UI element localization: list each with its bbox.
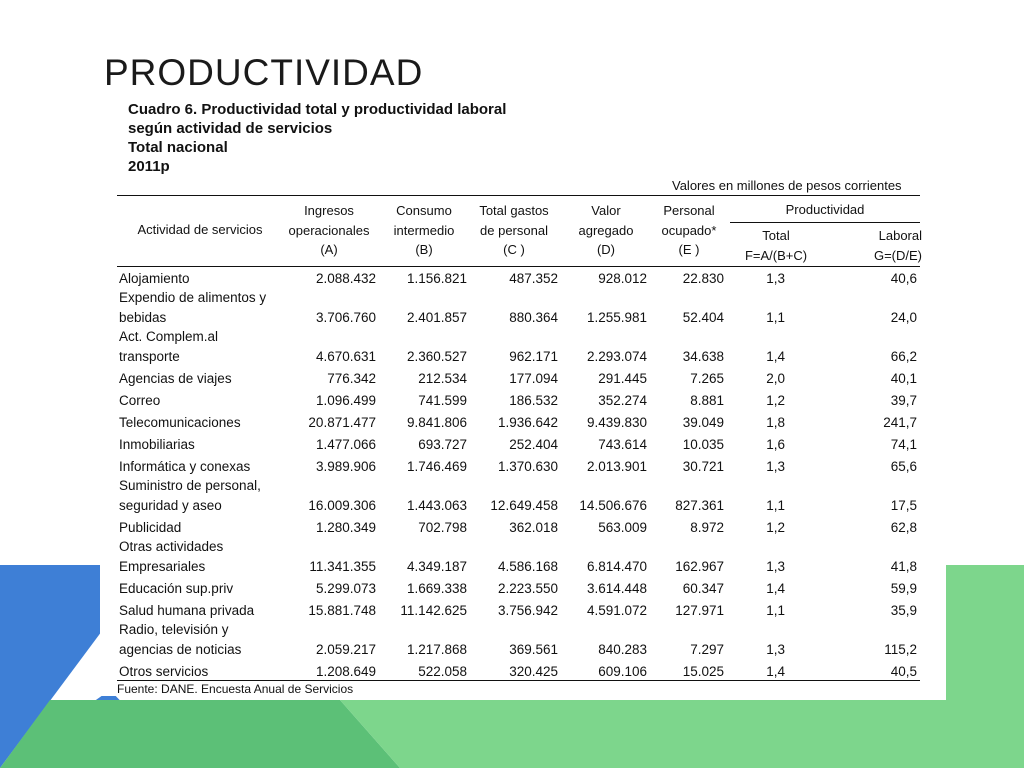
- cell-f: 1,2: [766, 520, 785, 535]
- cell-e: 827.361: [675, 498, 724, 513]
- table-bottom-rule: [117, 680, 920, 681]
- row-activity: Salud humana privada: [119, 603, 255, 618]
- cell-e: 30.721: [682, 459, 724, 474]
- cell-d: 1.255.981: [586, 310, 647, 325]
- row-activity: Agencias de viajes: [119, 371, 232, 386]
- cell-f: 1,6: [766, 437, 785, 452]
- cell-c: 12.649.458: [490, 498, 558, 513]
- cell-g: 74,1: [890, 437, 917, 452]
- cell-c: 880.364: [509, 310, 558, 325]
- cell-c: 3.756.942: [497, 603, 558, 618]
- cell-c: 2.223.550: [497, 581, 558, 596]
- cell-g: 62,8: [890, 520, 917, 535]
- slide-title: PRODUCTIVIDAD: [104, 52, 424, 93]
- row-activity: Alojamiento: [119, 271, 190, 286]
- cell-f: 1,1: [766, 498, 785, 513]
- row-label-prefix: Expendio de alimentos y: [119, 290, 267, 305]
- cell-a: 4.670.631: [315, 349, 376, 364]
- row-activity: transporte: [119, 349, 180, 364]
- cell-c: 252.404: [509, 437, 558, 452]
- cell-e: 8.972: [690, 520, 724, 535]
- row-label-prefix: Act. Complem.al: [119, 329, 219, 344]
- cell-c: 962.171: [509, 349, 558, 364]
- row-activity: Publicidad: [119, 520, 182, 535]
- cell-e: 7.265: [690, 371, 724, 386]
- cell-g: 66,2: [890, 349, 917, 364]
- cell-f: 1,3: [766, 559, 785, 574]
- cell-b: 2.401.857: [406, 310, 467, 325]
- row-activity: Otros servicios: [119, 664, 209, 679]
- cell-b: 212.534: [418, 371, 467, 386]
- cell-c: 320.425: [509, 664, 558, 679]
- header-laboral: Laboral G=(D/E): [873, 228, 922, 263]
- cell-a: 20.871.477: [308, 415, 376, 430]
- cell-c: 177.094: [509, 371, 558, 386]
- cell-f: 1,8: [766, 415, 785, 430]
- header-personal: Personal ocupado* (E ): [661, 203, 717, 257]
- cell-e: 34.638: [682, 349, 724, 364]
- row-activity: seguridad y aseo: [119, 498, 222, 513]
- row-label-prefix: Radio, televisión y: [119, 622, 229, 637]
- cell-f: 1,4: [766, 581, 785, 596]
- cell-b: 1.443.063: [406, 498, 467, 513]
- cell-f: 1,3: [766, 271, 785, 286]
- cell-a: 2.059.217: [315, 642, 376, 657]
- row-label-prefix: Suministro de personal,: [119, 478, 261, 493]
- cell-d: 291.445: [598, 371, 647, 386]
- cell-e: 8.881: [690, 393, 724, 408]
- table-caption-line-3: Total nacional: [128, 139, 228, 156]
- cell-g: 40,5: [890, 664, 917, 679]
- cell-e: 22.830: [682, 271, 724, 286]
- table-caption-line-4: 2011p: [128, 158, 170, 175]
- cell-d: 609.106: [598, 664, 647, 679]
- header-top-rule: [117, 195, 920, 196]
- header-bottom-rule: [117, 266, 920, 267]
- cell-c: 1.936.642: [497, 415, 558, 430]
- row-label-prefix: Otras actividades: [119, 539, 224, 554]
- cell-c: 1.370.630: [497, 459, 558, 474]
- cell-a: 3.706.760: [315, 310, 376, 325]
- units-note: Valores en millones de pesos corrientes: [672, 178, 902, 193]
- cell-g: 24,0: [890, 310, 917, 325]
- cell-a: 11.341.355: [309, 559, 376, 574]
- cell-g: 40,6: [890, 271, 917, 286]
- cell-d: 2.293.074: [586, 349, 647, 364]
- cell-e: 162.967: [675, 559, 724, 574]
- cell-d: 3.614.448: [586, 581, 647, 596]
- cell-e: 39.049: [682, 415, 724, 430]
- cell-b: 1.156.821: [406, 271, 467, 286]
- cell-g: 115,2: [884, 642, 917, 657]
- cell-b: 1.217.868: [406, 642, 467, 657]
- cell-g: 40,1: [890, 371, 917, 386]
- cell-a: 16.009.306: [308, 498, 376, 513]
- cell-d: 14.506.676: [579, 498, 647, 513]
- productividad-rule: [730, 222, 920, 223]
- cell-g: 41,8: [890, 559, 917, 574]
- cell-e: 52.404: [682, 310, 724, 325]
- cell-c: 4.586.168: [497, 559, 558, 574]
- cell-g: 59,9: [890, 581, 917, 596]
- cell-d: 4.591.072: [586, 603, 647, 618]
- cell-a: 1.096.499: [315, 393, 376, 408]
- cell-a: 3.989.906: [315, 459, 376, 474]
- cell-a: 776.342: [327, 371, 376, 386]
- cell-d: 928.012: [598, 271, 647, 286]
- cell-f: 1,1: [766, 603, 785, 618]
- header-total: Total F=A/(B+C): [744, 228, 808, 263]
- cell-b: 702.798: [418, 520, 467, 535]
- cell-c: 369.561: [509, 642, 558, 657]
- cell-e: 127.971: [675, 603, 724, 618]
- row-activity: Inmobiliarias: [119, 437, 195, 452]
- cell-d: 840.283: [598, 642, 647, 657]
- cell-f: 1,4: [766, 664, 785, 679]
- cell-a: 2.088.432: [315, 271, 376, 286]
- cell-d: 563.009: [598, 520, 647, 535]
- cell-d: 352.274: [598, 393, 647, 408]
- header-productividad: Productividad: [785, 202, 865, 217]
- cell-d: 9.439.830: [586, 415, 647, 430]
- cell-b: 741.599: [418, 393, 467, 408]
- cell-c: 487.352: [509, 271, 558, 286]
- green-left-shape: [0, 700, 400, 768]
- header-ingresos: Ingresos operacionales (A): [288, 203, 370, 257]
- cell-b: 4.349.187: [406, 559, 467, 574]
- cell-d: 2.013.901: [586, 459, 647, 474]
- cell-f: 2,0: [766, 371, 785, 386]
- header-consumo: Consumo intermedio (B): [393, 203, 455, 257]
- cell-f: 1,3: [766, 642, 785, 657]
- cell-c: 362.018: [509, 520, 558, 535]
- row-activity: Telecomunicaciones: [119, 415, 241, 430]
- header-gastos: Total gastos de personal (C ): [479, 203, 549, 257]
- row-activity: Educación sup.priv: [119, 581, 234, 596]
- cell-d: 6.814.470: [586, 559, 647, 574]
- cell-f: 1,3: [766, 459, 785, 474]
- cell-f: 1,4: [766, 349, 785, 364]
- cell-a: 1.208.649: [315, 664, 376, 679]
- cell-d: 743.614: [598, 437, 647, 452]
- cell-f: 1,1: [766, 310, 785, 325]
- cell-g: 35,9: [890, 603, 917, 618]
- cell-b: 11.142.625: [400, 603, 467, 618]
- row-activity: agencias de noticias: [119, 642, 242, 657]
- cell-e: 7.297: [690, 642, 724, 657]
- cell-a: 15.881.748: [308, 603, 376, 618]
- cell-b: 693.727: [418, 437, 467, 452]
- header-activity: Actividad de servicios: [137, 222, 263, 237]
- cell-a: 5.299.073: [315, 581, 376, 596]
- table-caption-line-1: Cuadro 6. Productividad total y productividad laboral: [128, 101, 507, 118]
- cell-b: 9.841.806: [406, 415, 467, 430]
- cell-b: 1.669.338: [406, 581, 467, 596]
- cell-c: 186.532: [509, 393, 558, 408]
- cell-f: 1,2: [766, 393, 785, 408]
- cell-b: 1.746.469: [406, 459, 467, 474]
- row-activity: Informática y conexas: [119, 459, 251, 474]
- cell-e: 10.035: [682, 437, 724, 452]
- header-valor: Valor agregado (D): [578, 203, 634, 257]
- cell-e: 60.347: [682, 581, 724, 596]
- cell-a: 1.280.349: [315, 520, 376, 535]
- cell-a: 1.477.066: [315, 437, 376, 452]
- cell-g: 65,6: [890, 459, 917, 474]
- row-activity: Empresariales: [119, 559, 206, 574]
- cell-g: 241,7: [883, 415, 917, 430]
- source-note: Fuente: DANE. Encuesta Anual de Servicios: [117, 682, 354, 696]
- row-activity: bebidas: [119, 310, 167, 325]
- cell-b: 2.360.527: [406, 349, 467, 364]
- table-caption-line-2: según actividad de servicios: [128, 120, 333, 137]
- row-activity: Correo: [119, 393, 161, 408]
- cell-b: 522.058: [418, 664, 467, 679]
- cell-g: 39,7: [890, 393, 917, 408]
- cell-e: 15.025: [682, 664, 724, 679]
- cell-g: 17,5: [890, 498, 917, 513]
